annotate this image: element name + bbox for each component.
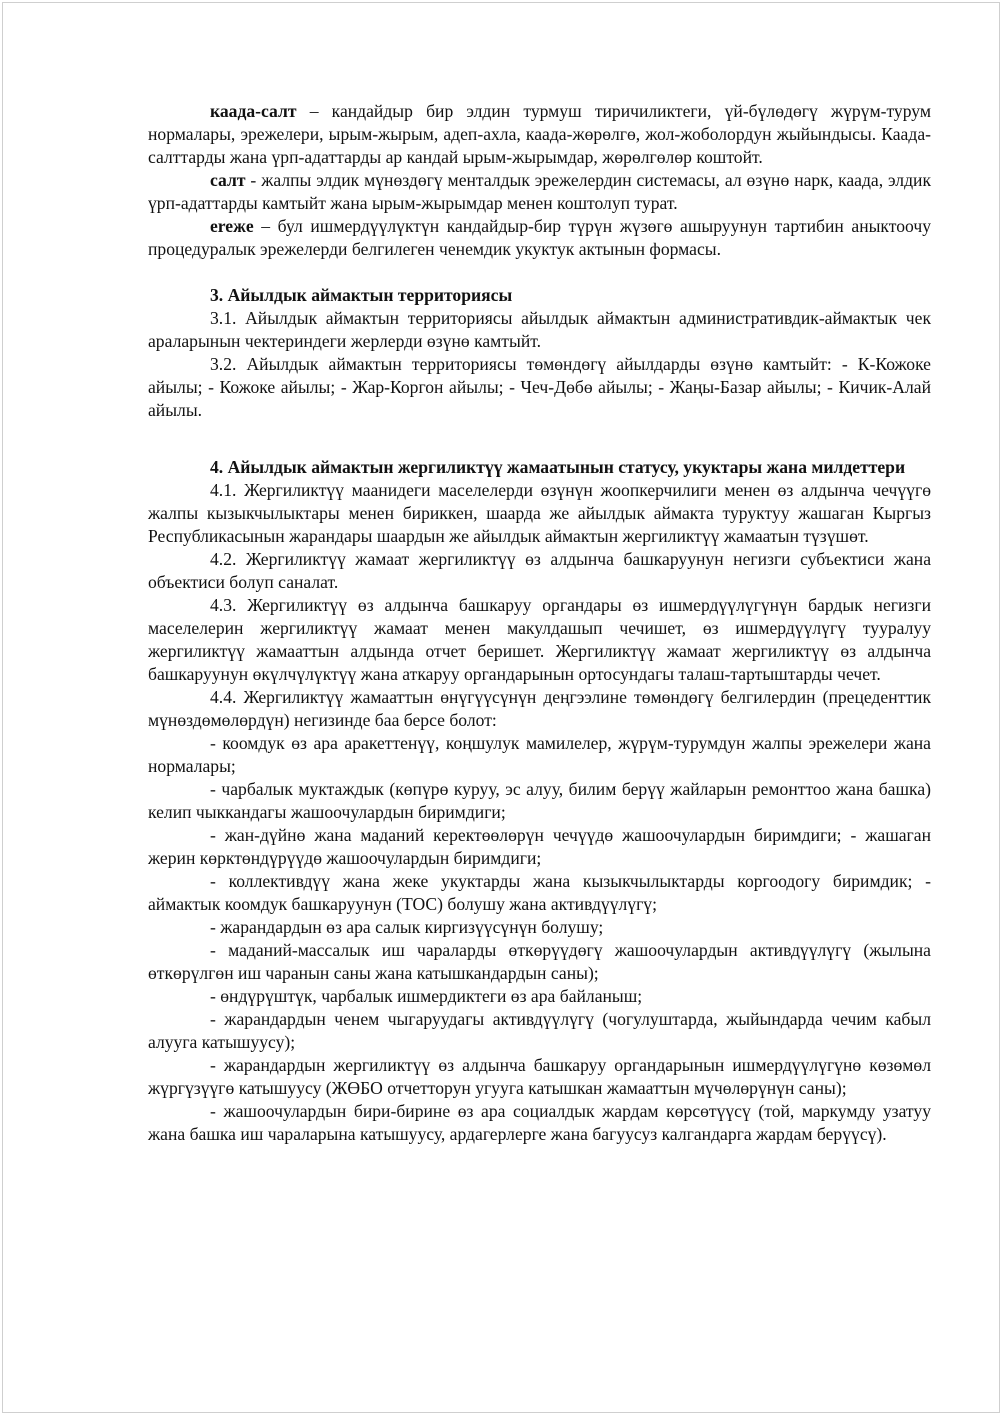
list-item: - жарандардын өз ара салык киргизүүсүнүн болушу; [210, 917, 604, 937]
list-item: - жарандардын ченем чыгаруудагы активдүүлүгү (чогулуштарда, жыйындарда чечим кабыл алууга катышуусу); [148, 1009, 931, 1052]
definition-salt [148, 169, 931, 215]
definition-term: ereжe [210, 216, 254, 236]
paragraph-4-2: 4.2. Жергиликтүү жамаат жергиликтүү өз алдынча башкаруунун негизги субъектиси жана объектиси болуп саналат. [148, 549, 931, 592]
definition-text: - жалпы элдик мүнөздөгү менталдык эрежелердин системасы, ал өзүнө нарк, каада, элдик үрп-адаттарды камтыйт жана ырым-жырымдар менен коштолуп турат. [148, 170, 931, 213]
list-item: - жан-дүйнө жана маданий керектөөлөрүн чечүүдө жашоочулардын биримдиги; - жашаган жерин көрктөндүрүүдө жашоочулардын биримдиги; [148, 825, 931, 868]
list-item: - чарбалык муктаждык (көпүрө куруу, эс алуу, билим берүү жайларын ремонттоо жана башка) келип чыккандагы жашоочулардын биримдиги; [148, 779, 931, 822]
definition-kaada-salt [148, 100, 931, 169]
paragraph-4-4: 4.4. Жергиликтүү жамааттын өнүгүүсүнүн деңгээлине төмөндөгү белгилердин (прецеденттик мүнөздөмөлөрдүн) негизинде баа берсе болот: [148, 687, 931, 730]
list-item: - коллективдүү жана жеке укуктарды жана кызыкчылыктарды коргоодогу биримдик; - аймактык коомдук башкаруунун (ТОС) болушу жана активдүүлүгү; [148, 871, 931, 914]
definition-term: каада-салт [210, 101, 297, 121]
document-body [148, 100, 931, 1146]
definition-text: – кандайдыр бир элдин турмуш тиричиликтеги, үй-бүлөдөгү жүрүм-турум нормалары, эрежелери, ырым-жырым, адеп-ахла, каада-жөрөлгө, жол-жоболордун жыйындысы. Каада-салттарды жана үрп-адаттарды ар кандай ырым-жырымдар, жөрөлгөлөр коштойт. [148, 101, 931, 167]
list-item: - маданий-массалык иш чараларды өткөрүүдөгү жашоочулардын активдүүлүгү (жылына өткөрүлгөн иш чаранын саны жана катышкандардын саны); [148, 940, 931, 983]
document-page [2, 2, 1000, 1413]
paragraph-3-2: 3.2. Айылдык аймактын территориясы төмөндөгү айылдарды өзүнө камтыйт: - К-Кожоке айылы; - Кожоке айылы; - Жар-Коргон айылы; - Чеч-Дөбө айылы; - Жаңы-Базар айылы; - Кичик-Алай айылы. [148, 354, 931, 420]
list-item: - жарандардын жергиликтүү өз алдынча башкаруу органдарынын ишмердүүлүгүнө көзөмөл жүргүзүүгө катышуусу (ЖӨБО отчетторун угууга катышкан жамааттын мүчөлөрүнүн саны); [148, 1055, 931, 1098]
paragraph-4-1: 4.1. Жергиликтүү маанидеги маселелерди өзүнүн жоопкерчилиги менен өз алдынча чечүүгө жалпы кызыкчылыктары менен бириккен, шаарда же айылдык аймакта туруктуу жашаган Кыргыз Республикасынын жарандары шаардын же айылдык аймактын жергиликтүү жамаатын түзүшөт. [148, 480, 931, 546]
list-item: - өндүрүштүк, чарбалык ишмердиктеги өз ара байланыш; [210, 986, 643, 1006]
section-4-heading: 4. Айылдык аймактын жергиликтүү жамаатынын статусу, укуктары жана милдеттери [210, 457, 906, 477]
definition-term: салт [210, 170, 246, 190]
paragraph-3-1: 3.1. Айылдык аймактын территориясы айылдык аймактын административдик-аймактык чек араларынын чектериндеги жерлерди өзүнө камтыйт. [148, 308, 931, 351]
list-item: - жашоочулардын бири-бирине өз ара социалдык жардам көрсөтүүсү (той, маркумду узатуу жана башка иш чараларына катышуусу, ардагерлерге жана багуусуз калгандарга жардам берүүсү). [148, 1101, 931, 1144]
definition-text: – бул ишмердүүлүктүн кандайдыр-бир түрүн жүзөгө ашыруунун тартибин аныктоочу процедуралык эрежелерди белгилеген ченемдик укуктук актынын формасы. [148, 216, 931, 259]
list-item: - коомдук өз ара аракеттенүү, коңшулук мамилелер, жүрүм-турумдун жалпы эрежелери жана нормалары; [148, 733, 931, 776]
section-3-heading: 3. Айылдык аймактын территориясы [210, 285, 513, 305]
paragraph-4-3: 4.3. Жергиликтүү өз алдынча башкаруу органдары өз ишмердүүлүгүнүн бардык негизги маселелерин жергиликтүү жамаат менен макулдашып чечишет, өз ишмердүүлүгү тууралуу жергиликтүү жамааттын алдында отчет беришет. Жергиликтүү жамаат жергиликтүү өз алдынча башкаруунун өкүлчүлүктүү жана аткаруу органдарынын ортосундагы талаш-тартыштарды чечет. [148, 595, 931, 684]
definition-ereje [148, 215, 931, 261]
